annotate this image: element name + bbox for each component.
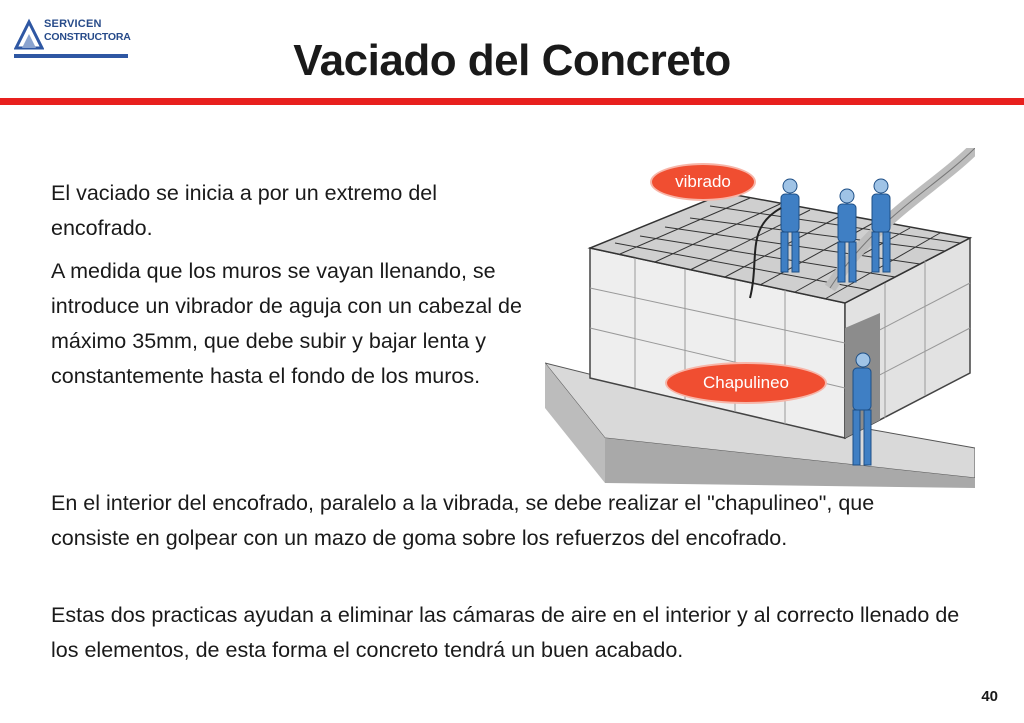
paragraph-vibrator: A medida que los muros se vayan llenando, se introduce un vibrador de aguja con un cabezal de máximo 35mm, que debe subir y bajar lenta y constantemente hasta el fondo de los muros. — [51, 259, 522, 388]
title-divider — [0, 98, 1024, 105]
page-number: 40 — [981, 688, 998, 705]
formwork-illustration — [545, 148, 975, 488]
callout-vibrado: vibrado — [650, 163, 756, 201]
logo-line1: SERVICEN — [44, 18, 102, 30]
paragraph-start: El vaciado se inicia a por un extremo del encofrado. — [51, 181, 438, 240]
paragraph-conclusion: Estas dos practicas ayudan a eliminar las cámaras de aire en el interior y al correcto llenado de los elementos, de esta forma el concreto tendrá un buen acabado. — [51, 603, 960, 662]
callout-chapulineo: Chapulineo — [665, 362, 827, 404]
logo-line2: CONSTRUCTORA — [44, 31, 131, 43]
paragraph-chapulineo: En el interior del encofrado, paralelo a la vibrada, se debe realizar el "chapulineo", que consiste en golpear con un mazo de goma sobre los refuerzos del encofrado. — [51, 491, 875, 550]
slide-title: Vaciado del Concreto — [293, 36, 731, 85]
